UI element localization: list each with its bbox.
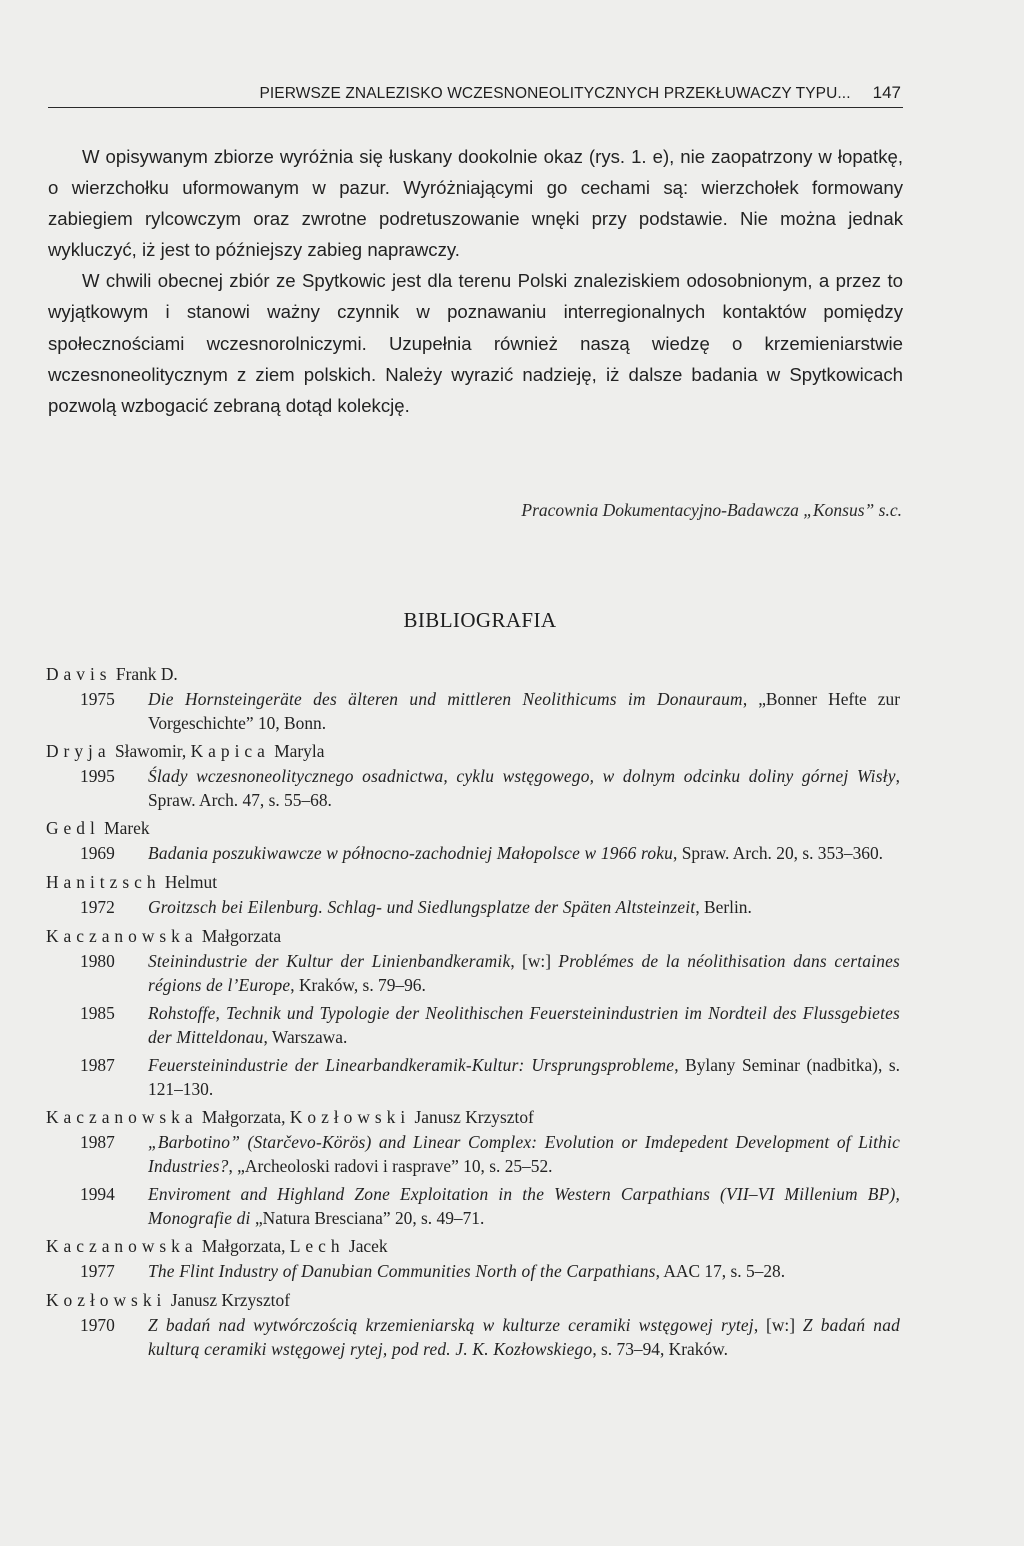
bib-author: [46, 1288, 900, 1313]
page-number: 147: [872, 83, 901, 102]
author-surname: Davis: [46, 664, 112, 684]
bib-details: , [w:]: [510, 951, 559, 971]
bib-reference: [148, 1182, 900, 1230]
author-surname: Dryja: [46, 741, 111, 761]
author-surname: Kapica: [190, 741, 270, 761]
bibliography-heading: BIBLIOGRAFIA: [403, 608, 557, 632]
bib-reference: [148, 895, 900, 920]
bib-details: , Spraw. Arch. 47, s. 55–68.: [148, 766, 900, 810]
bib-details: , Spraw. Arch. 20, s. 353–360.: [673, 843, 884, 863]
author-surname: Kozłowski: [289, 1107, 411, 1127]
bib-details: , Berlin.: [695, 897, 752, 917]
bib-reference: [148, 841, 900, 866]
author-given-name: Małgorzata: [197, 926, 282, 946]
bib-details: „Natura Bresciana” 20, s. 49–71.: [250, 1208, 485, 1228]
bib-details: , Warszawa.: [263, 1027, 348, 1047]
bib-reference: [148, 687, 900, 735]
bib-author: [46, 739, 900, 764]
paragraph: W chwili obecnej zbiór ze Spytkowic jest dla terenu Polski znaleziskiem odosobnionym, a przez to wyjątkowym i stanowi ważny czynnik w poznawaniu interregionalnych kontaktów pomiędzy społecznościami wczesnorolniczymi. Uzupełnia również naszą wiedzę o krzemieniarstwie wczesnoneolitycznym z ziem polskich. Należy wyrazić nadzieję, iż dalsze badania w Spytkowicach pozwolą wzbogacić zebraną dotąd kolekcję.: [48, 270, 903, 416]
bib-title: Enviroment and Highland Zone Exploitation in the Western Carpathians (VII–VI Millenium BP), Monografie di: [148, 1184, 900, 1228]
author-given-name: Małgorzata,: [197, 1107, 290, 1127]
bib-title: Die Hornsteingeräte des älteren und mittleren Neolithicums im Donauraum: [148, 689, 743, 709]
bib-entry: [46, 1313, 900, 1361]
bib-entry: [46, 1001, 900, 1049]
author-surname: Gedl: [46, 818, 100, 838]
author-given-name: Małgorzata,: [197, 1236, 290, 1256]
bib-title: Groitzsch bei Eilenburg. Schlag- und Siedlungsplatze der Späten Altsteinzeit: [148, 897, 696, 917]
bib-entry: [46, 895, 900, 920]
author-surname: Kaczanowska: [46, 1107, 198, 1127]
author-surname: Lech: [289, 1236, 345, 1256]
bib-title: Steinindustrie der Kultur der Linienbandkeramik: [148, 951, 511, 971]
bib-details: , s. 73–94, Kraków.: [592, 1339, 728, 1359]
bib-year: 1987: [80, 1055, 115, 1075]
bib-title: „Barbotino” (Starčevo-Körös) and Linear Complex: Evolution or Imdepedent Development of Lithic Industries?: [148, 1132, 900, 1176]
paragraph: W opisywanym zbiorze wyróżnia się łuskany dookolnie okaz (rys. 1. e), nie zaopatrzony w łopatkę, o wierzchołku uformowanym w pazur. Wyróżniającymi go cechami są: wierzchołek formowany zabiegiem rylcowczym oraz zwrotne podretuszowanie wnęki przy podstawie. Nie można jednak wykluczyć, iż jest to późniejszy zabieg naprawczy.: [48, 146, 903, 261]
bib-title: Badania poszukiwawcze w północno-zachodniej Małopolsce w 1966 roku: [148, 843, 674, 863]
bib-reference: [148, 1053, 900, 1101]
bib-reference: [148, 1313, 900, 1361]
author-given-name: Jacek: [344, 1236, 388, 1256]
bib-entry: [46, 1053, 900, 1101]
running-header: [48, 83, 903, 108]
bib-year: 1977: [80, 1261, 115, 1281]
bib-author: [46, 870, 900, 895]
bib-entry: [46, 1182, 900, 1230]
bib-details: , Bylany Seminar (nadbitka), s. 121–130.: [148, 1055, 901, 1099]
bib-entry: [46, 841, 900, 866]
bib-title: The Flint Industry of Danubian Communities North of the Carpathians: [148, 1261, 656, 1281]
bib-details: , Kraków, s. 79–96.: [290, 975, 426, 995]
bib-author: [46, 924, 900, 949]
bib-title: Ślady wczesnoneolitycznego osadnictwa, cyklu wstęgowego, w dolnym odcinku doliny górnej Wisły: [148, 766, 896, 786]
bib-year: 1987: [80, 1132, 115, 1152]
bib-author: [46, 816, 900, 841]
bib-entry: [46, 949, 900, 997]
bib-year: 1975: [80, 689, 115, 709]
running-title: PIERWSZE ZNALEZISKO WCZESNONEOLITYCZNYCH PRZEKŁUWACZY TYPU...: [259, 85, 851, 102]
author-surname: Kaczanowska: [46, 926, 198, 946]
bib-author: [46, 662, 900, 687]
author-given-name: Helmut: [160, 872, 218, 892]
affiliation: Pracownia Dokumentacyjno-Badawcza „Konsus” s.c.: [521, 500, 902, 520]
bib-title: Z badań nad wytwórczością krzemieniarską w kulturze ceramiki wstęgowej rytej: [148, 1315, 754, 1335]
bib-year: 1970: [80, 1315, 115, 1335]
author-given-name: Janusz Krzysztof: [166, 1290, 290, 1310]
bib-reference: [148, 949, 900, 997]
bib-reference: [148, 1259, 900, 1284]
bib-title: Feuersteinindustrie der Linearbandkeramik-Kultur: Ursprungsprobleme: [148, 1055, 675, 1075]
bib-entry: [46, 764, 900, 812]
bib-title: Problémes de la néolithisation dans certaines régions de l’Europe: [148, 951, 900, 995]
author-given-name: Frank D.: [111, 664, 178, 684]
author-given-name: Sławomir,: [110, 741, 191, 761]
author-given-name: Marek: [99, 818, 150, 838]
bib-details: , AAC 17, s. 5–28.: [655, 1261, 786, 1281]
author-given-name: Maryla: [269, 741, 325, 761]
author-given-name: Janusz Krzysztof: [410, 1107, 534, 1127]
bibliography-list: [46, 662, 900, 1365]
bib-year: 1995: [80, 766, 115, 786]
author-surname: Kozłowski: [46, 1290, 167, 1310]
bib-year: 1980: [80, 951, 115, 971]
bib-entry: [46, 1259, 900, 1284]
bib-entry: [46, 1130, 900, 1178]
author-surname: Kaczanowska: [46, 1236, 198, 1256]
bib-reference: [148, 1130, 900, 1178]
bib-year: 1969: [80, 843, 115, 863]
bib-year: 1994: [80, 1184, 115, 1204]
bib-reference: [148, 764, 900, 812]
bib-details: , [w:]: [753, 1315, 803, 1335]
bib-details: , „Bonner Hefte zur Vorgeschichte” 10, Bonn.: [148, 689, 900, 733]
body-text: [48, 141, 903, 421]
bib-reference: [148, 1001, 900, 1049]
bib-title: Z badań nad kulturą ceramiki wstęgowej rytej, pod red. J. K. Kozłowskiego: [148, 1315, 900, 1359]
bib-author: [46, 1105, 900, 1130]
author-surname: Hanitzsch: [46, 872, 161, 892]
bib-title: Rohstoffe, Technik und Typologie der Neolithischen Feuersteinindustrien im Nordteil des Flussgebietes der Mitteldonau: [148, 1003, 900, 1047]
bib-details: , „Archeoloski radovi i rasprave” 10, s. 25–52.: [228, 1156, 553, 1176]
bib-year: 1985: [80, 1003, 115, 1023]
bib-author: [46, 1234, 900, 1259]
bib-entry: [46, 687, 900, 735]
bib-year: 1972: [80, 897, 115, 917]
